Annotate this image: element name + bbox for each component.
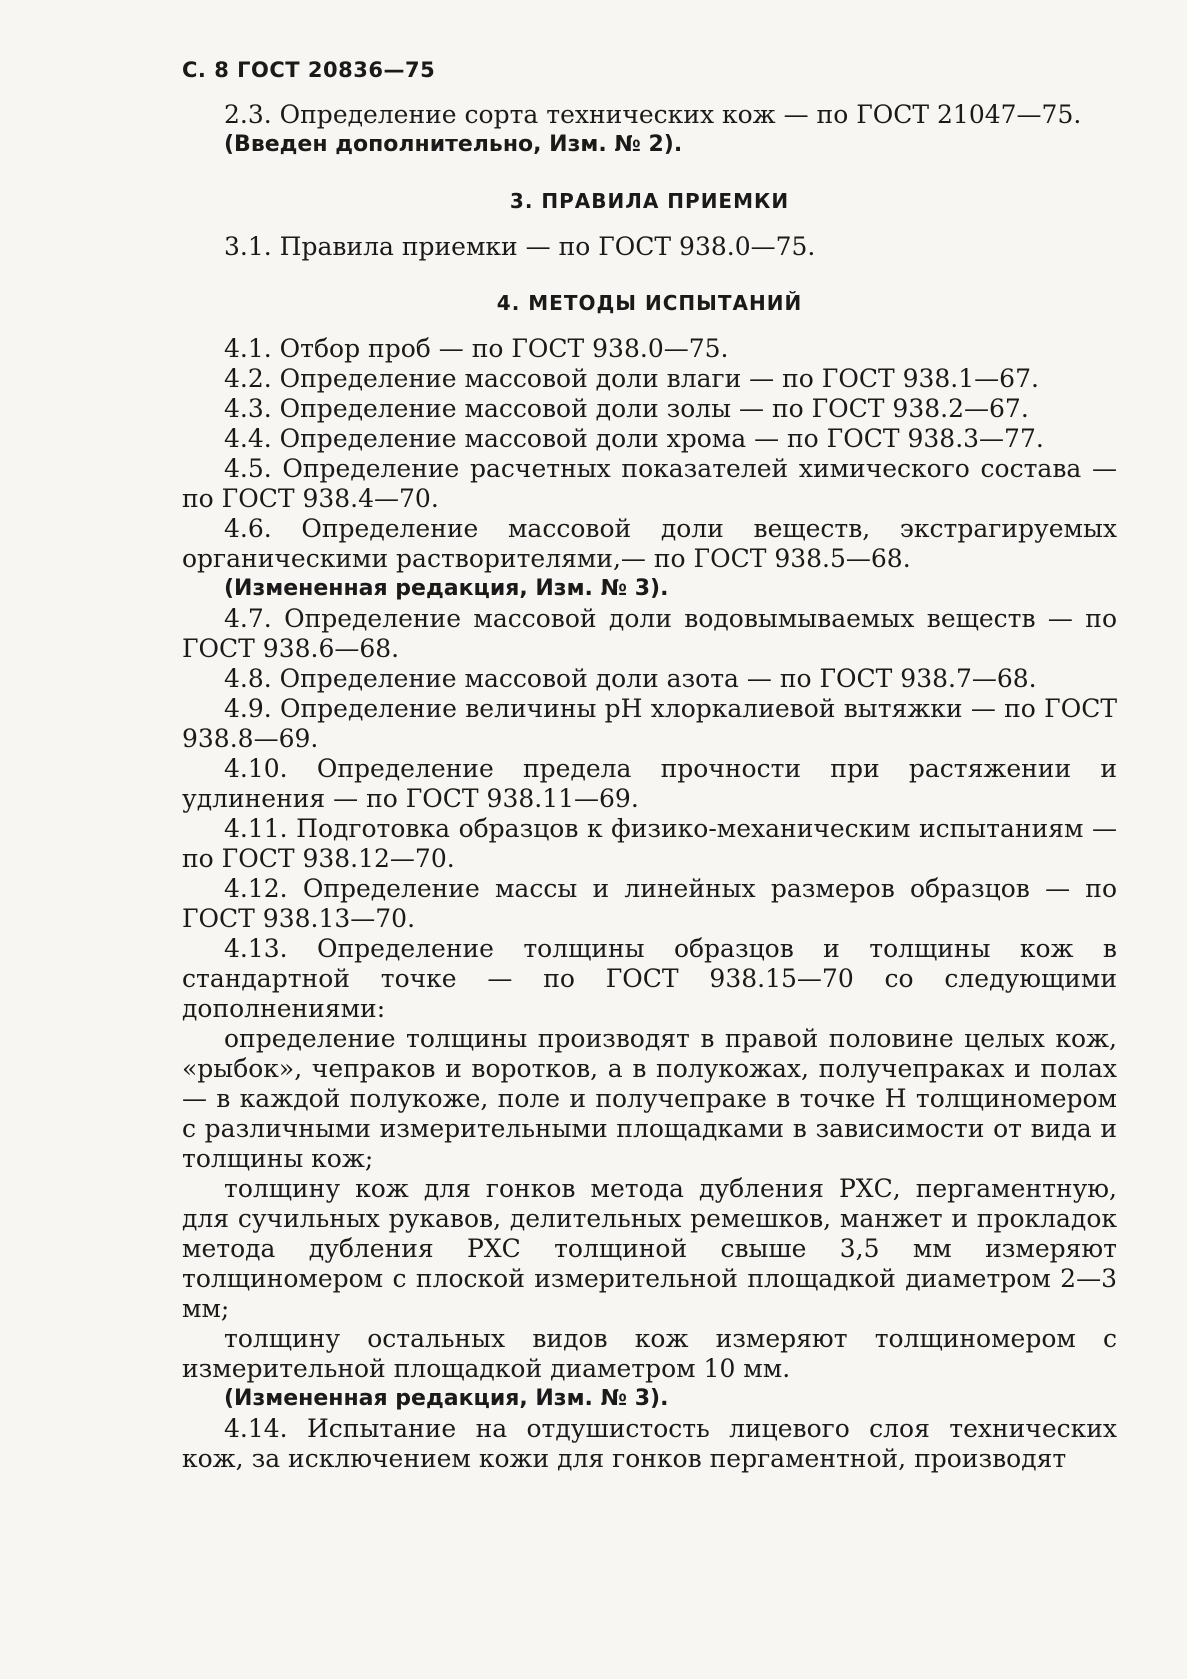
paragraph-4-13-c: толщину остальных видов кож измеряют толщиномером с измерительной площадкой диаметром 10 мм. — [182, 1324, 1117, 1383]
paragraph-4-1: 4.1. Отбор проб — по ГОСТ 938.0—75. — [224, 334, 729, 363]
paragraph-4-2: 4.2. Определение массовой доли влаги — по ГОСТ 938.1—67. — [224, 364, 1039, 393]
page-header: С. 8 ГОСТ 20836—75 — [182, 58, 436, 82]
paragraph-4-3: 4.3. Определение массовой доли золы — по ГОСТ 938.2—67. — [224, 394, 1029, 423]
paragraph-4-10: 4.10. Определение предела прочности при растяжении и удлинения — по ГОСТ 938.11—69. — [182, 754, 1117, 813]
document-body — [182, 100, 1117, 1474]
section-heading-4: 4. МЕТОДЫ ИСПЫТАНИЙ — [496, 291, 803, 315]
paragraph-4-7: 4.7. Определение массовой доли водовымываемых веществ — по ГОСТ 938.6—68. — [182, 604, 1117, 663]
paragraph-4-11: 4.11. Подготовка образцов к физико-механическим испытаниям — по ГОСТ 938.12—70. — [182, 814, 1117, 873]
paragraph-4-4: 4.4. Определение массовой доли хрома — по ГОСТ 938.3—77. — [224, 424, 1044, 453]
paragraph-4-8: 4.8. Определение массовой доли азота — по ГОСТ 938.7—68. — [224, 664, 1037, 693]
paragraph-4-12: 4.12. Определение массы и линейных размеров образцов — по ГОСТ 938.13—70. — [182, 874, 1117, 933]
amendment-note: (Введен дополнительно, Изм. № 2). — [224, 132, 683, 157]
amendment-note: (Измененная редакция, Изм. № 3). — [224, 576, 669, 601]
paragraph-4-13: 4.13. Определение толщины образцов и толщины кож в стандартной точке — по ГОСТ 938.15—70 со следующими дополнениями: — [182, 934, 1117, 1023]
amendment-note: (Измененная редакция, Изм. № 3). — [224, 1386, 669, 1411]
paragraph-3-1: 3.1. Правила приемки — по ГОСТ 938.0—75. — [224, 232, 816, 261]
paragraph-4-6: 4.6. Определение массовой доли веществ, экстрагируемых органическими растворителями,— по ГОСТ 938.5—68. — [182, 514, 1117, 573]
paragraph-4-14: 4.14. Испытание на отдушистость лицевого слоя технических кож, за исключением кожи для гонков пергаментной, производят — [182, 1414, 1117, 1473]
paragraph-4-13-b: толщину кож для гонков метода дубления РХС, пергаментную, для сучильных рукавов, делительных ремешков, манжет и прокладок метода дубления РХС толщиной свыше 3,5 мм измеряют толщиномером с плоской измерительной площадкой диаметром 2—3 мм; — [182, 1174, 1117, 1323]
paragraph-4-9: 4.9. Определение величины pH хлоркалиевой вытяжки — по ГОСТ 938.8—69. — [182, 694, 1117, 753]
section-heading-3: 3. ПРАВИЛА ПРИЕМКИ — [509, 189, 790, 213]
paragraph-2-3: 2.3. Определение сорта технических кож — по ГОСТ 21047—75. — [224, 100, 1082, 129]
paragraph-4-5: 4.5. Определение расчетных показателей химического состава — по ГОСТ 938.4—70. — [182, 454, 1117, 513]
paragraph-4-13-a: определение толщины производят в правой половине целых кож, «рыбок», чепраков и воротков, а в полукожах, получепраках и полах — в каждой полукоже, поле и получепраке в точке H толщиномером с различными измерительными площадками в зависимости от вида и толщины кож; — [182, 1024, 1117, 1173]
